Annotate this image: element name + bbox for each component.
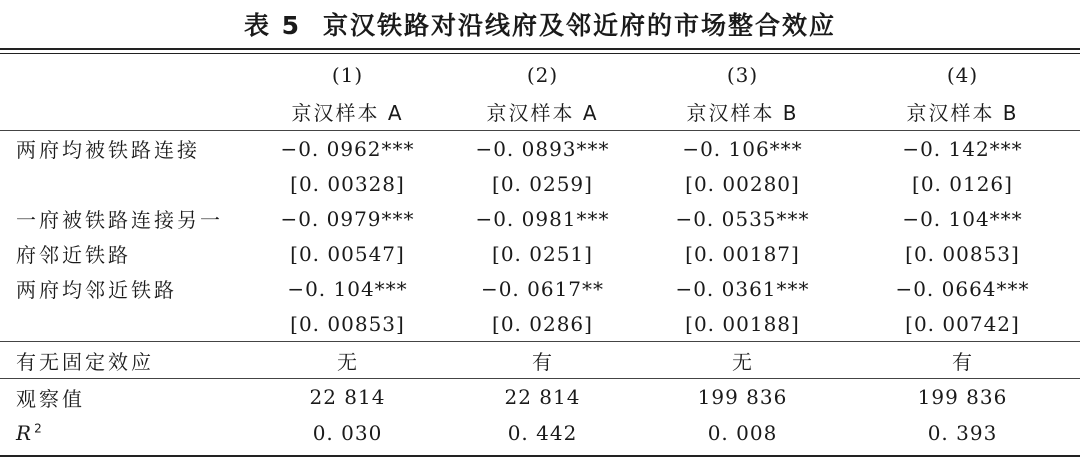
obs-cell: 199 836 [640, 379, 845, 416]
sample-name: 京汉样本 A [291, 100, 404, 125]
coef-cell: −0. 0664*** [895, 276, 1030, 301]
row-label-cont [0, 166, 250, 201]
fe-cell: 有 [845, 342, 1080, 379]
coef-cell: −0. 142*** [845, 131, 1080, 167]
obs-cell: 199 836 [845, 379, 1080, 416]
table-row [0, 131, 1080, 167]
se-cell: [0. 0286] [492, 311, 593, 336]
coef-cell: −0. 0962*** [250, 131, 445, 167]
observations-row [0, 379, 1080, 416]
coef-cell: −0. 104*** [287, 276, 408, 301]
table-row [0, 271, 1080, 306]
se-cell: [0. 00187] [685, 241, 800, 266]
r2-cell: 0. 442 [507, 421, 578, 445]
se-cell: [0. 00188] [685, 311, 800, 336]
col-number: (2) [526, 63, 559, 87]
se-cell: [0. 00853] [905, 241, 1020, 266]
sample-name: 京汉样本 B [686, 100, 799, 125]
table-row [0, 236, 1080, 271]
sample-name: 京汉样本 A [486, 100, 599, 125]
obs-cell: 22 814 [250, 379, 445, 416]
table-row [0, 201, 1080, 236]
coef-cell: −0. 104*** [902, 206, 1023, 231]
sample-name: 京汉样本 B [906, 100, 1019, 125]
bottom-rule [0, 455, 1080, 457]
se-cell: [0. 00742] [905, 311, 1020, 336]
se-cell: [0. 00328] [290, 171, 405, 196]
table-number: 表 5 [243, 11, 302, 40]
coef-cell: −0. 0981*** [475, 206, 610, 231]
coef-cell: −0. 0893*** [445, 131, 640, 167]
obs-cell: 22 814 [445, 379, 640, 416]
fe-cell: 无 [250, 342, 445, 379]
coef-cell: −0. 106*** [640, 131, 845, 167]
r2-cell: 0. 393 [927, 421, 998, 445]
fixed-effects-row [0, 342, 1080, 379]
se-cell: [0. 00280] [685, 171, 800, 196]
se-cell: [0. 0251] [492, 241, 593, 266]
se-cell: [0. 0259] [492, 171, 593, 196]
fe-cell: 无 [640, 342, 845, 379]
table-caption: 京汉铁路对沿线府及邻近府的市场整合效应 [323, 11, 837, 40]
se-cell: [0. 0126] [912, 171, 1013, 196]
row-label: 两府均邻近铁路 [16, 278, 177, 302]
row-label [0, 415, 250, 451]
se-cell: [0. 00853] [290, 311, 405, 336]
row-label-cont: 府邻近铁路 [16, 243, 131, 267]
top-rule-thin [0, 53, 1080, 54]
coef-cell: −0. 0617** [480, 276, 605, 301]
row-label: 两府均被铁路连接 [0, 131, 250, 167]
r2-cell: 0. 008 [707, 421, 778, 445]
header-corner [0, 56, 250, 92]
coef-cell: −0. 0535*** [675, 206, 810, 231]
table-row [0, 306, 1080, 342]
col-number: (4) [946, 63, 979, 87]
header-row-samples [0, 92, 1080, 131]
r-superscript: 2 [34, 421, 45, 436]
header-row-numbers [0, 56, 1080, 92]
table-row [0, 166, 1080, 201]
top-rule-thick [0, 48, 1080, 50]
r2-cell: 0. 030 [312, 421, 383, 445]
results-table [0, 56, 1080, 451]
r-symbol: R [16, 421, 35, 445]
table-title [0, 8, 1080, 44]
se-cell: [0. 00547] [290, 241, 405, 266]
col-number: (3) [726, 63, 759, 87]
col-number: (1) [331, 63, 364, 87]
row-label: 观察值 [0, 379, 250, 416]
r-squared-row [0, 415, 1080, 451]
row-label: 一府被铁路连接另一 [16, 208, 223, 232]
row-label: 有无固定效应 [0, 342, 250, 379]
row-label-cont [0, 306, 250, 342]
coef-cell: −0. 0361*** [675, 276, 810, 301]
coef-cell: −0. 0979*** [280, 206, 415, 231]
fe-cell: 有 [445, 342, 640, 379]
